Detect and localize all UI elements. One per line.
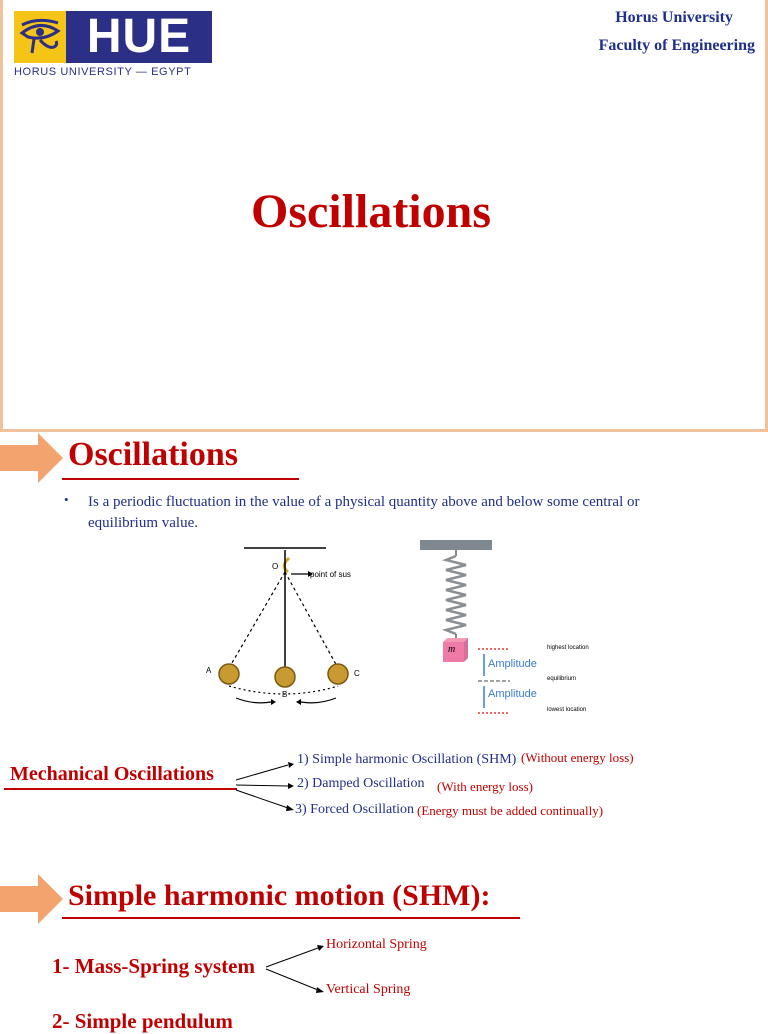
pendulum-bob-b bbox=[275, 667, 295, 687]
slide-title: Oscillations bbox=[250, 185, 492, 238]
vertical-spring-item: Vertical Spring bbox=[326, 982, 411, 997]
branch-arrows-icon bbox=[262, 938, 326, 1003]
damped-type: 2) Damped Oscillation bbox=[297, 776, 425, 791]
bob-b-label: B bbox=[282, 690, 288, 699]
amplitude-lower-label: Amplitude bbox=[488, 688, 537, 700]
title-slide bbox=[0, 0, 768, 432]
equilibrium-label: equilibrium bbox=[547, 676, 577, 682]
mechanical-underline bbox=[4, 788, 237, 790]
horizontal-spring-item: Horizontal Spring bbox=[326, 937, 427, 952]
title-underline bbox=[62, 917, 520, 919]
pendulum-figure bbox=[196, 540, 376, 715]
bob-a-label: A bbox=[206, 666, 212, 675]
bob-c-label: C bbox=[354, 669, 360, 678]
spring-mass-figure bbox=[412, 536, 612, 723]
mass-label: m bbox=[448, 644, 456, 655]
simple-pendulum-heading: 2- Simple pendulum bbox=[52, 1009, 233, 1033]
faculty-name: Faculty of Engineering bbox=[598, 37, 755, 54]
section-title: Simple harmonic motion (SHM): bbox=[68, 879, 491, 912]
section-title: Oscillations bbox=[68, 436, 239, 473]
logo-subtitle: HORUS UNIVERSITY — EGYPT bbox=[14, 66, 192, 78]
university-name: Horus University bbox=[615, 9, 733, 26]
lowest-location-label: lowest location bbox=[547, 707, 587, 713]
suspension-label: point of sus bbox=[310, 570, 351, 579]
eye-of-horus-icon bbox=[14, 11, 66, 63]
branch-arrows-icon bbox=[228, 752, 298, 823]
title-underline bbox=[62, 478, 299, 480]
definition-bullet: Is a periodic fluctuation in the value of a physical quantity above and below some central or equilibrium value. bbox=[88, 494, 640, 531]
shm-note: (Without energy loss) bbox=[521, 750, 634, 765]
mechanical-oscillations-label: Mechanical Oscillations bbox=[10, 763, 214, 785]
mass-spring-heading: 1- Mass-Spring system bbox=[52, 954, 255, 978]
logo-wordmark: HUE bbox=[66, 11, 212, 63]
damped-note: (With energy loss) bbox=[437, 779, 533, 794]
forced-type: 3) Forced Oscillation bbox=[295, 802, 414, 817]
university-logo bbox=[14, 11, 202, 83]
forced-note: (Energy must be added continually) bbox=[417, 803, 604, 818]
section-arrow-icon bbox=[0, 874, 63, 929]
bullet-icon: • bbox=[64, 492, 69, 507]
pendulum-bob-c bbox=[328, 664, 348, 684]
amplitude-upper-label: Amplitude bbox=[488, 658, 537, 670]
pendulum-bob-a bbox=[219, 664, 239, 684]
highest-location-label: highest location bbox=[547, 645, 589, 651]
section-arrow-icon bbox=[0, 433, 63, 488]
shm-type: 1) Simple harmonic Oscillation (SHM) bbox=[297, 752, 517, 767]
point-o-label: O bbox=[272, 562, 279, 571]
